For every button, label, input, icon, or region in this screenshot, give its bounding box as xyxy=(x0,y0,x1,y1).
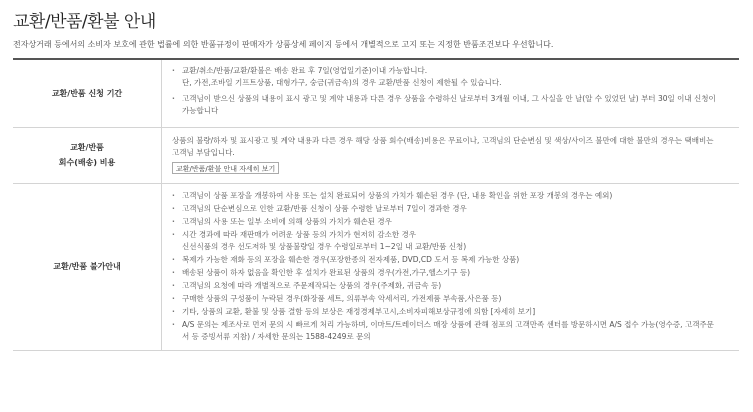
row-label-line: 회수(배송) 비용 xyxy=(58,158,116,167)
row-label-shipping-fee xyxy=(13,127,162,183)
list-item: · 고객님의 요청에 따라 개별적으로 주문제작되는 상품의 경우(주제화, 귀금속 등) xyxy=(172,280,721,292)
list-item: · 고객님의 사용 또는 일부 소비에 의해 상품의 가치가 훼손된 경우 xyxy=(172,216,721,228)
row-label-request-period: 교환/반품 신청 기간 xyxy=(13,59,162,127)
row-body-shipping-fee xyxy=(162,127,740,183)
row-label-line: 교환/반품 xyxy=(70,143,104,152)
list-item: · 시간 경과에 따라 재판매가 어려운 상품 등의 가치가 현저히 감소한 경우 신선식품의 경우 선도저하 및 상품불량일 경우 수령일로부터 1~2일 내 교환/반품 신청) xyxy=(172,229,721,253)
table-row-restrictions xyxy=(13,183,739,350)
list-item: · 교환/취소/반품/교환/환불은 배송 완료 후 7일(영업일기준)이내 가능합니다. 단, 가전,조바일 기프트상품, 대형가구, 숭금(귀금속)의 경우 교환/반품 신청이 제한될 수 있습니다. xyxy=(172,65,721,89)
row-body-restrictions xyxy=(162,183,740,350)
request-period-list xyxy=(162,65,721,117)
return-guide-detail-button[interactable]: 교환/반품/환불 안내 자세히 보기 xyxy=(172,162,279,174)
restrictions-list xyxy=(162,190,721,343)
list-item: · A/S 문의는 제조사로 먼저 문의 시 빠르게 처리 가능하며, 이마트/트레이더스 매장 상품에 관해 점포의 고객만족 센터를 방문하시면 A/S 접수 가능(영수증, 고객주문서 등 증빙서류 지참) / 자세한 문의는 1588-4249로 문의 xyxy=(172,319,721,343)
row-label-restrictions: 교환/반품 불가안내 xyxy=(13,183,162,350)
table-row-shipping-fee xyxy=(13,127,739,183)
return-policy-table xyxy=(13,58,739,351)
intro-text: 전자상거래 등에서의 소비자 보호에 관한 법률에 의한 반품규정이 판매자가 상품상세 페이지 등에서 개별적으로 고지 또는 지정한 반품조건보다 우선합니다. xyxy=(13,40,554,49)
list-item: · 고객님이 받으신 상품의 내용이 표시 광고 및 계약 내용과 다른 경우 상품을 수령하신 날로부터 3개월 이내, 그 사실을 안 날(알 수 있었던 날) 부터 30일 이내 신청이 가능합니다 xyxy=(172,93,721,117)
page-title: 교환/반품/환불 안내 xyxy=(13,12,156,32)
shipping-fee-text: 상품의 불량/하자 및 표시광고 및 계약 내용과 다른 경우 해당 상품 회수(배송)비용은 무료이나, 고객님의 단순변심 및 색상/사이즈 불만에 대한 불만의 경우는 택배비는 고객님 부담입니다. xyxy=(172,136,714,157)
list-item[interactable]: · 기타, 상품의 교환, 환불 및 상품 결함 등의 보상은 재정경제부고시,소비자피해보상규정에 의함 [자세히 보기] xyxy=(172,306,721,318)
list-item: · 복제가 가능한 재화 등의 포장을 훼손한 경우(포장한종의 전자제품, DVD,CD 도서 등 복제 가능한 상품) xyxy=(172,254,721,266)
list-item: · 고객님의 단순변심으로 인한 교환/반품 신청이 상품 수령한 날로부터 7일이 경과한 경우 xyxy=(172,203,721,215)
row-body-request-period xyxy=(162,59,740,127)
list-item: · 구매한 상품의 구성품이 누락된 경우(화장품 세트, 의류부속 악세서리, 가전제품 부속품,사은품 등) xyxy=(172,293,721,305)
table-row-request-period xyxy=(13,59,739,127)
list-item: · 배송된 상품이 하자 없음을 확인한 후 설치가 완료된 상품의 경우(가전,가구,헬스기구 등) xyxy=(172,267,721,279)
list-item: · 고객님이 상품 포장을 개봉하여 사용 또는 설치 완료되어 상품의 가치가 훼손된 경우 (단, 내용 확인을 위한 포장 개봉의 경우는 예외) xyxy=(172,190,721,202)
